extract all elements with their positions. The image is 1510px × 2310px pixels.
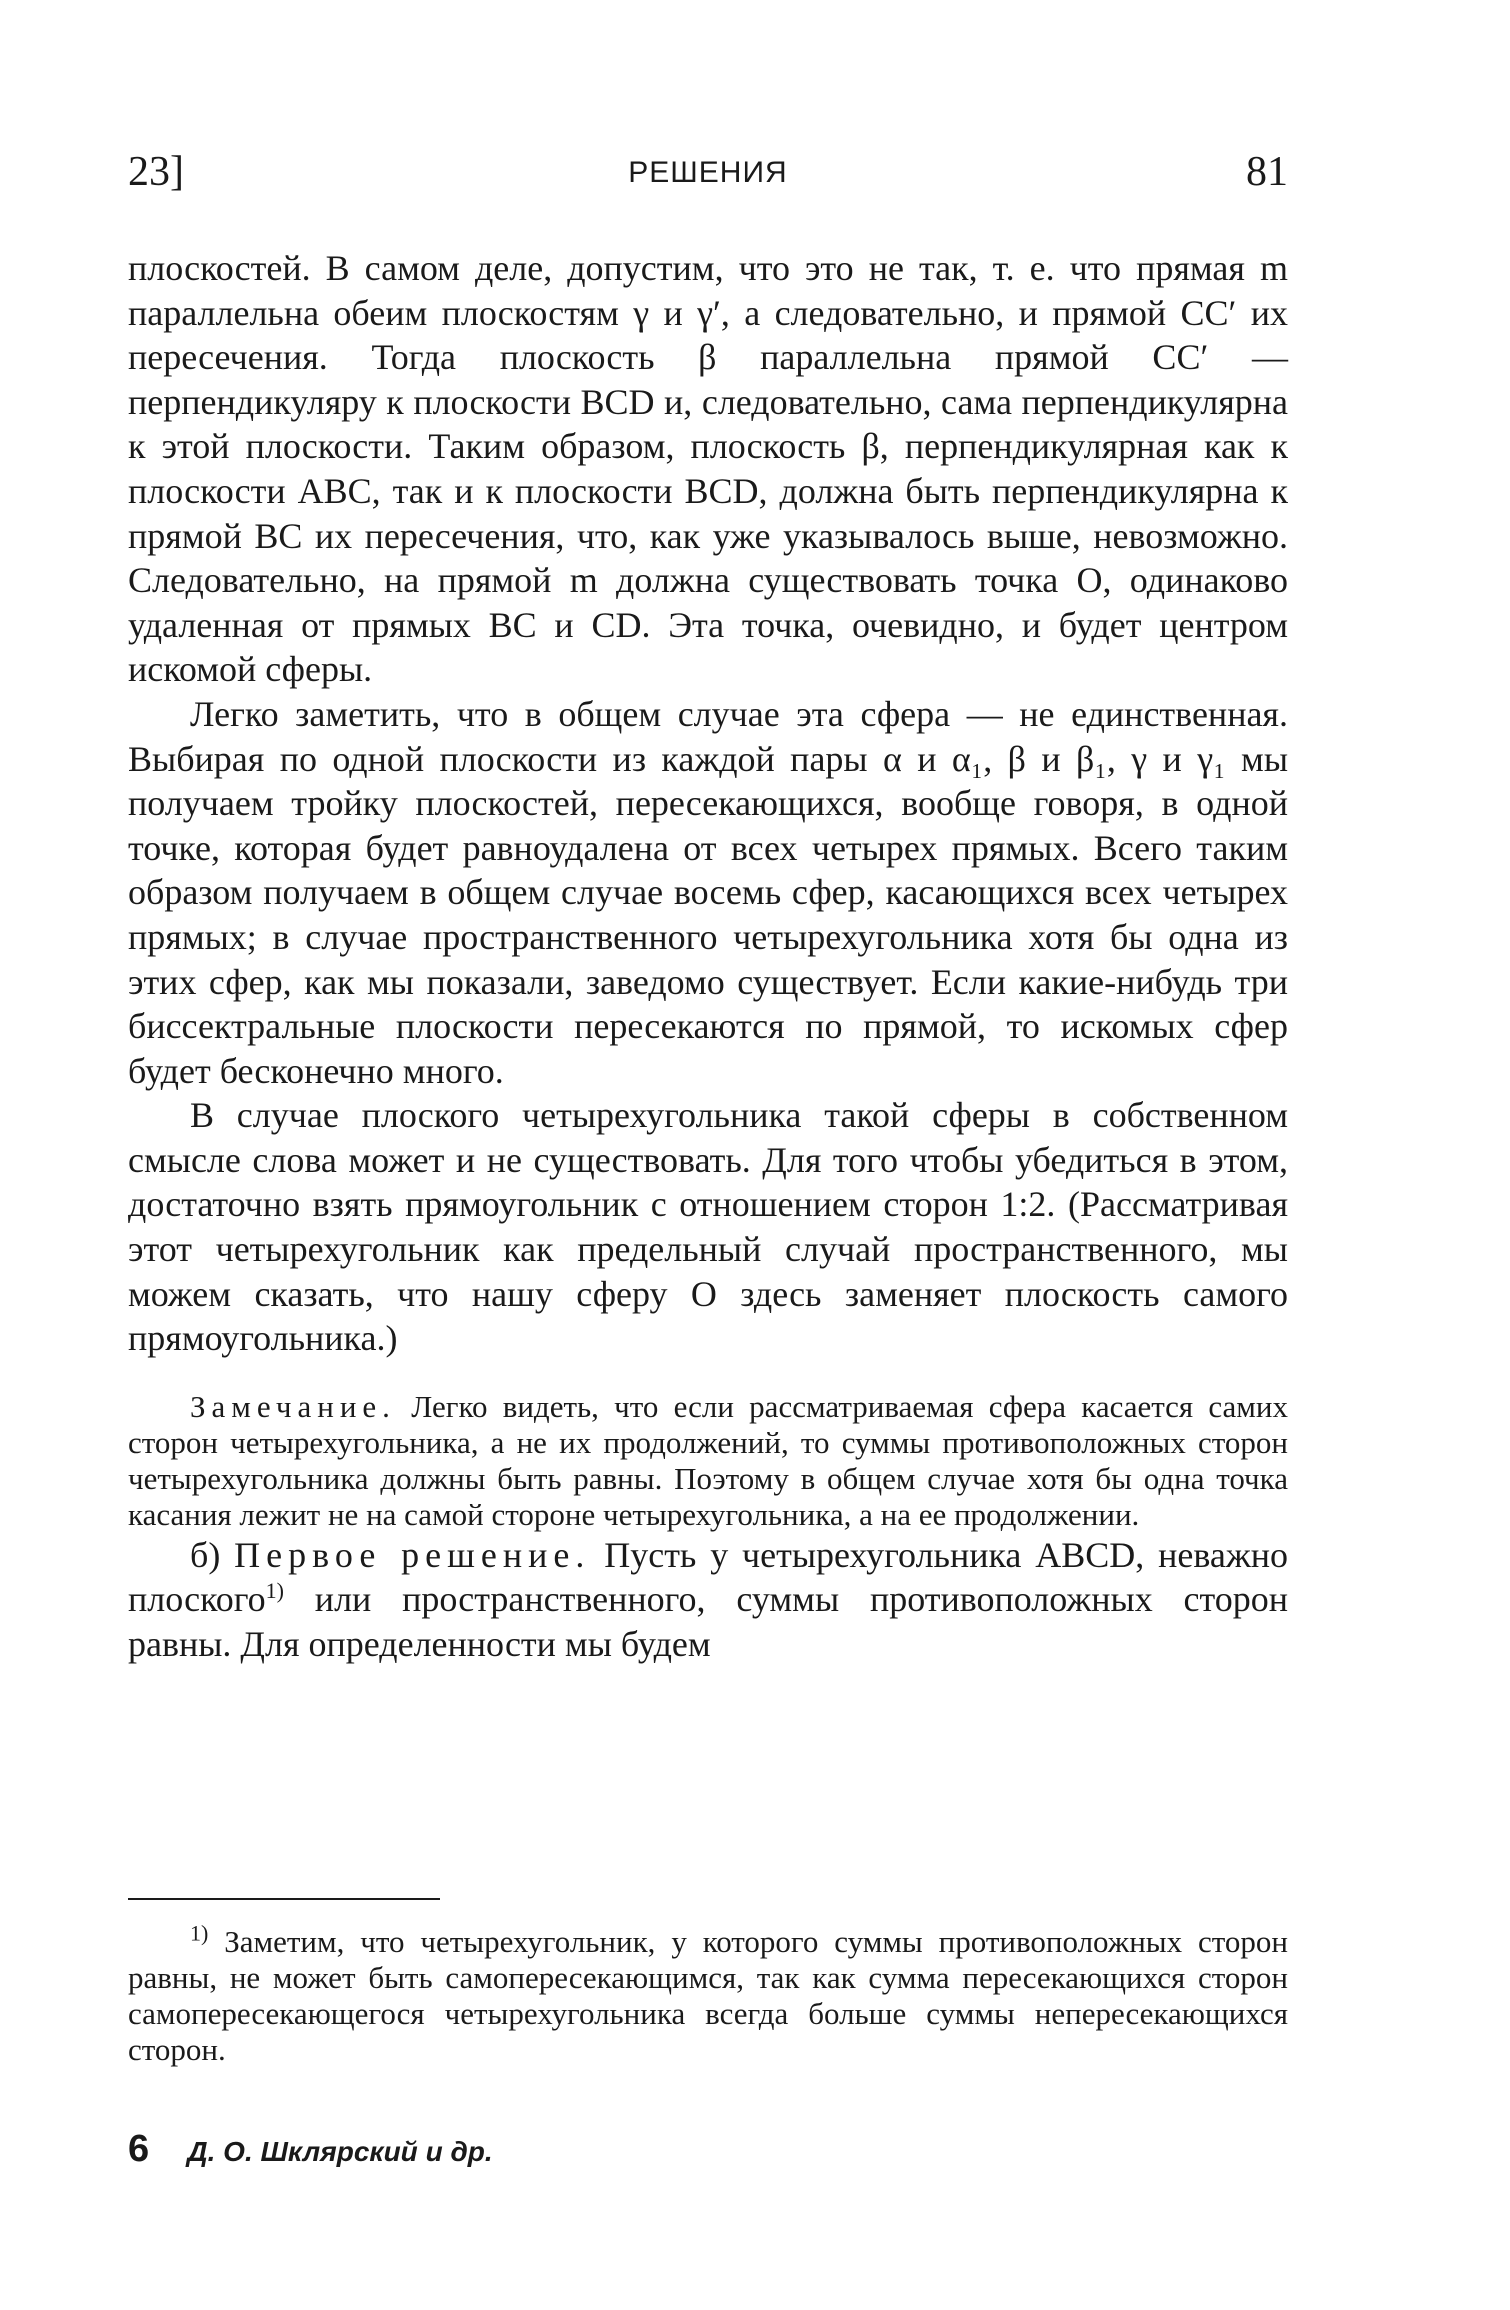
solution-label: Первое решение. [234, 1534, 591, 1575]
main-text [128, 246, 1288, 1667]
footnote-divider [128, 1898, 440, 1900]
solution-text-2: или пространственного, суммы противоположных сторон равны. Для определенности мы будем [128, 1579, 1289, 1665]
solution-prefix: б) [190, 1534, 221, 1575]
remark-text: Легко видеть, что если рассматриваемая сфера касается самих сторон четырехугольника, а не их продолжений, то суммы противоположных сторон четырехугольника должны быть равны. Поэтому в общем случае хотя бы одна точка касания лежит не на самой стороне четырехугольника, а на ее продолжении. [128, 1388, 1289, 1532]
paragraph-3: В случае плоского четырехугольника такой сферы в собственном смысле слова может и не существовать. Для того чтобы убедиться в этом, достаточно взять прямоугольник с отношением сторон 1:2. (Рассматривая этот четырехугольник как предельный случай пространственного, мы можем сказать, что нашу сферу O здесь заменяет плоскость самого прямоугольника.) [128, 1095, 1288, 1359]
footnote-marker: 1) [190, 1920, 209, 1946]
remark-label: Замечание. [190, 1388, 396, 1424]
sheet-number: 6 [128, 2128, 150, 2170]
running-title: РЕШЕНИЯ [628, 156, 788, 189]
solution-text-1: Пусть у четырехугольника ABCD, неважно плоского [128, 1534, 1289, 1620]
footnote-text: Заметим, что четырехугольник, у которого суммы противоположных сторон равны, не может быть самопересекающимся, так как сумма пересекающихся сторон самопересекающегося четырехугольника всегда больше суммы непересекающихся сторон. [128, 1924, 1288, 2067]
paragraph-2: Легко заметить, что в общем случае эта сфера — не единственная. Выбирая по одной плоскости из каждой пары α и α₁, β и β₁, γ и γ₁ мы получаем тройку плоскостей, пересекающихся, вообще говоря, в одной точке, которая будет равноудалена от всех четырех прямых. Всего таким образом получаем в общем случае восемь сфер, касающихся всех четырех прямых; в случае пространственного четырехугольника хотя бы одна из этих сфер, как мы показали, заведомо существует. Если какие-нибудь три биссектральные плоскости пересекаются по прямой, то искомых сфер будет бесконечно много. [128, 693, 1288, 1091]
authors: Д. О. Шклярский и др. [187, 2136, 493, 2167]
printer-signature [128, 2128, 493, 2171]
paragraph-1: плоскостей. В самом деле, допустим, что это не так, т. е. что прямая m параллельна обеим плоскостям γ и γ′, а следовательно, и прямой CC′ их пересечения. Тогда плоскость β параллельна прямой CC′ — перпендикуляру к плоскости BCD и, следовательно, сама перпендикулярна к этой плоскости. Таким образом, плоскость β, перпендикулярная как к плоскости ABC, так и к плоскости BCD, должна быть перпендикулярна к прямой BC их пересечения, что, как уже указывалось выше, невозможно. Следовательно, на прямой m должна существовать точка O, одинаково удаленная от прямых BC и CD. Эта точка, очевидно, и будет центром искомой сферы. [128, 248, 1288, 690]
section-number: 23] [128, 149, 184, 195]
running-header [128, 148, 1288, 208]
solution-paragraph [128, 1533, 1288, 1667]
footnote [128, 1920, 1288, 2068]
page-number: 81 [1246, 149, 1288, 195]
footnote-reference[interactable]: 1) [265, 1578, 284, 1604]
remark [128, 1389, 1288, 1533]
